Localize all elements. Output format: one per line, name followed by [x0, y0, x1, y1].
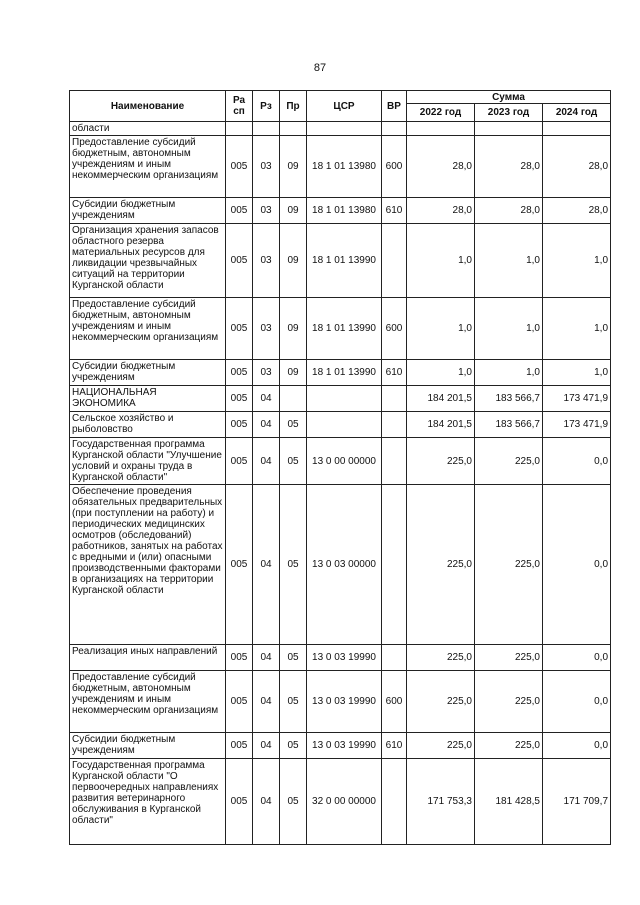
row-sum-2023: [475, 122, 543, 136]
row-rasp: 005: [226, 386, 253, 412]
row-sum-2024: 0,0: [543, 485, 611, 645]
row-sum-2023: 225,0: [475, 671, 543, 733]
row-rasp: 005: [226, 733, 253, 759]
row-csr: 18 1 01 13980: [307, 198, 382, 224]
row-vr: [382, 485, 407, 645]
row-sum-2023: 181 428,5: [475, 759, 543, 845]
row-name: НАЦИОНАЛЬНАЯ ЭКОНОМИКА: [70, 386, 226, 412]
row-sum-2022: [407, 122, 475, 136]
row-sum-2024: [543, 122, 611, 136]
table-row: [70, 224, 611, 298]
row-name: Субсидии бюджетным учреждениям: [70, 198, 226, 224]
row-sum-2022: 1,0: [407, 224, 475, 298]
row-csr: 13 0 03 19990: [307, 733, 382, 759]
row-vr: 610: [382, 198, 407, 224]
row-vr: [382, 645, 407, 671]
row-pr: 05: [280, 671, 307, 733]
row-pr: 09: [280, 136, 307, 198]
row-pr: 05: [280, 645, 307, 671]
header-name: Наименование: [70, 91, 226, 122]
row-csr: 18 1 01 13990: [307, 360, 382, 386]
table-row: [70, 360, 611, 386]
table-row: [70, 733, 611, 759]
row-rasp: 005: [226, 360, 253, 386]
table-row: [70, 759, 611, 845]
row-pr: 09: [280, 298, 307, 360]
row-vr: [382, 224, 407, 298]
header-pr: Пр: [280, 91, 307, 122]
row-sum-2022: 225,0: [407, 645, 475, 671]
row-vr: [382, 122, 407, 136]
row-sum-2022: 1,0: [407, 360, 475, 386]
row-sum-2023: 225,0: [475, 645, 543, 671]
row-rz: 04: [253, 438, 280, 485]
row-csr: 13 0 00 00000: [307, 438, 382, 485]
row-sum-2024: 0,0: [543, 438, 611, 485]
row-name: Реализация иных направлений: [70, 645, 226, 671]
row-rz: 03: [253, 224, 280, 298]
row-csr: 18 1 01 13990: [307, 224, 382, 298]
row-rz: 03: [253, 298, 280, 360]
row-rasp: 005: [226, 438, 253, 485]
header-2024: 2024 год: [543, 104, 611, 122]
row-sum-2023: 225,0: [475, 438, 543, 485]
row-pr: [280, 386, 307, 412]
row-csr: 13 0 03 19990: [307, 645, 382, 671]
row-sum-2022: 225,0: [407, 733, 475, 759]
row-vr: 600: [382, 671, 407, 733]
row-sum-2023: 225,0: [475, 733, 543, 759]
table-row: [70, 485, 611, 645]
row-rz: 04: [253, 759, 280, 845]
row-name: Обеспечение проведения обязательных предварительных (при поступлении на работу) и периодических медицинских осмотров (обследований) работников, занятых на работах с вредными и (или) опасными производственными факторами в организациях на территории Курганской области: [70, 485, 226, 645]
row-sum-2022: 1,0: [407, 298, 475, 360]
row-name: Государственная программа Курганской области "О первоочередных направлениях развития ветеринарного обслуживания в Курганской области": [70, 759, 226, 845]
row-csr: [307, 412, 382, 438]
row-vr: 610: [382, 360, 407, 386]
row-sum-2024: 0,0: [543, 645, 611, 671]
row-pr: [280, 122, 307, 136]
row-vr: [382, 412, 407, 438]
row-csr: 13 0 03 00000: [307, 485, 382, 645]
row-sum-2023: 1,0: [475, 224, 543, 298]
row-csr: 13 0 03 19990: [307, 671, 382, 733]
row-csr: [307, 386, 382, 412]
header-vr: ВР: [382, 91, 407, 122]
row-sum-2022: 225,0: [407, 438, 475, 485]
header-csr: ЦСР: [307, 91, 382, 122]
row-pr: 05: [280, 438, 307, 485]
table-row: [70, 298, 611, 360]
header-sum: Сумма: [407, 91, 611, 104]
row-rasp: 005: [226, 198, 253, 224]
row-vr: [382, 759, 407, 845]
row-rz: [253, 122, 280, 136]
row-sum-2024: 28,0: [543, 198, 611, 224]
row-sum-2024: 28,0: [543, 136, 611, 198]
row-pr: 09: [280, 360, 307, 386]
row-sum-2023: 28,0: [475, 136, 543, 198]
row-sum-2024: 1,0: [543, 298, 611, 360]
row-name: Предоставление субсидий бюджетным, автономным учреждениям и иным некоммерческим организациям: [70, 298, 226, 360]
row-sum-2023: 1,0: [475, 360, 543, 386]
table-row: [70, 412, 611, 438]
header-rz: Рз: [253, 91, 280, 122]
row-rz: 03: [253, 198, 280, 224]
row-name: области: [70, 122, 226, 136]
row-sum-2024: 171 709,7: [543, 759, 611, 845]
row-sum-2024: 0,0: [543, 733, 611, 759]
row-rz: 04: [253, 412, 280, 438]
table-row: [70, 671, 611, 733]
row-name: Организация хранения запасов областного резерва материальных ресурсов для ликвидации чрезвычайных ситуаций на территории Курганской области: [70, 224, 226, 298]
row-sum-2023: 28,0: [475, 198, 543, 224]
row-rasp: 005: [226, 485, 253, 645]
row-rz: 04: [253, 671, 280, 733]
row-csr: [307, 122, 382, 136]
row-name: Государственная программа Курганской области "Улучшение условий и охраны труда в Курганской области": [70, 438, 226, 485]
header-2023: 2023 год: [475, 104, 543, 122]
row-rasp: 005: [226, 136, 253, 198]
row-name: Субсидии бюджетным учреждениям: [70, 360, 226, 386]
row-name: Предоставление субсидий бюджетным, автономным учреждениям и иным некоммерческим организациям: [70, 671, 226, 733]
row-name: Субсидии бюджетным учреждениям: [70, 733, 226, 759]
table-row: [70, 122, 611, 136]
table-row: [70, 438, 611, 485]
row-vr: 610: [382, 733, 407, 759]
row-vr: [382, 386, 407, 412]
table-row: [70, 645, 611, 671]
row-vr: 600: [382, 298, 407, 360]
row-sum-2022: 184 201,5: [407, 386, 475, 412]
table-row: [70, 198, 611, 224]
row-rz: 04: [253, 485, 280, 645]
row-vr: [382, 438, 407, 485]
row-name: Предоставление субсидий бюджетным, автономным учреждениям и иным некоммерческим организациям: [70, 136, 226, 198]
row-vr: 600: [382, 136, 407, 198]
row-rasp: 005: [226, 224, 253, 298]
row-csr: 32 0 00 00000: [307, 759, 382, 845]
row-sum-2024: 1,0: [543, 224, 611, 298]
table-row: [70, 386, 611, 412]
row-sum-2022: 225,0: [407, 671, 475, 733]
row-sum-2023: 225,0: [475, 485, 543, 645]
header-2022: 2022 год: [407, 104, 475, 122]
row-rz: 03: [253, 136, 280, 198]
row-name: Сельское хозяйство и рыболовство: [70, 412, 226, 438]
row-pr: 05: [280, 485, 307, 645]
row-sum-2024: 0,0: [543, 671, 611, 733]
row-rasp: [226, 122, 253, 136]
row-rasp: 005: [226, 671, 253, 733]
table-row: [70, 136, 611, 198]
row-rz: 04: [253, 645, 280, 671]
row-pr: 09: [280, 198, 307, 224]
row-rasp: 005: [226, 645, 253, 671]
row-sum-2022: 171 753,3: [407, 759, 475, 845]
row-sum-2024: 1,0: [543, 360, 611, 386]
row-sum-2023: 1,0: [475, 298, 543, 360]
row-sum-2022: 28,0: [407, 136, 475, 198]
row-pr: 09: [280, 224, 307, 298]
row-sum-2022: 225,0: [407, 485, 475, 645]
row-rz: 03: [253, 360, 280, 386]
row-csr: 18 1 01 13990: [307, 298, 382, 360]
row-sum-2022: 184 201,5: [407, 412, 475, 438]
row-rz: 04: [253, 733, 280, 759]
row-csr: 18 1 01 13980: [307, 136, 382, 198]
row-sum-2022: 28,0: [407, 198, 475, 224]
row-pr: 05: [280, 759, 307, 845]
row-sum-2023: 183 566,7: [475, 386, 543, 412]
page-number: 87: [313, 62, 327, 74]
row-pr: 05: [280, 733, 307, 759]
row-rz: 04: [253, 386, 280, 412]
row-pr: 05: [280, 412, 307, 438]
header-rasp: Ра сп: [226, 91, 253, 122]
row-rasp: 005: [226, 759, 253, 845]
row-sum-2024: 173 471,9: [543, 412, 611, 438]
row-rasp: 005: [226, 412, 253, 438]
row-sum-2024: 173 471,9: [543, 386, 611, 412]
row-sum-2023: 183 566,7: [475, 412, 543, 438]
budget-table: [69, 90, 611, 845]
row-rasp: 005: [226, 298, 253, 360]
